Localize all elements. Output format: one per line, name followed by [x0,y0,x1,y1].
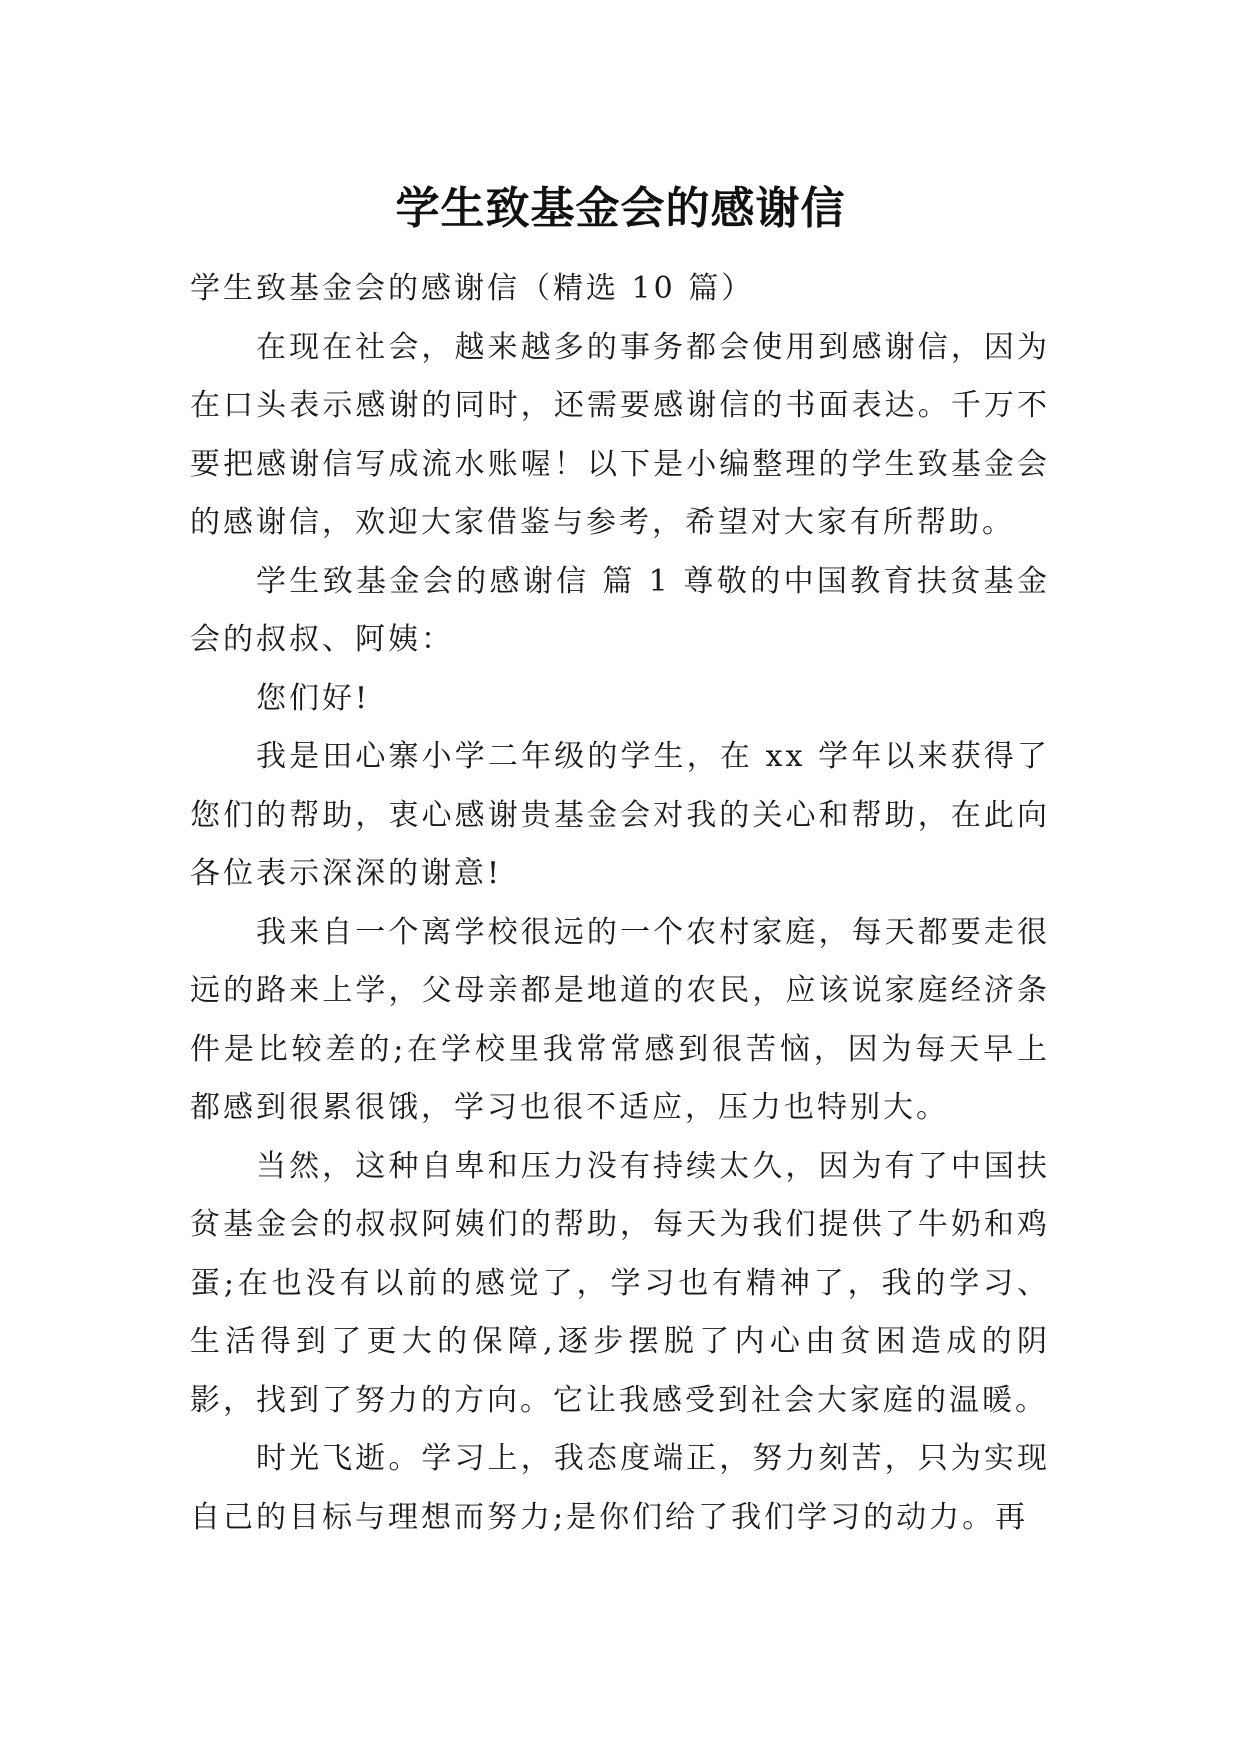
document-body [190,260,1050,1547]
paragraph: 当然，这种自卑和压力没有持续太久，因为有了中国扶贫基金会的叔叔阿姨们的帮助，每天为我们提供了牛奶和鸡蛋;在也没有以前的感觉了，学习也有精神了，我的学习、生活得到了更大的保障,逐步摆脱了内心由贫困造成的阴影，找到了努力的方向。它让我感受到社会大家庭的温暖。 [190,1148,1050,1418]
paragraph: 我是田心寨小学二年级的学生，在 xx 学年以来获得了您们的帮助，衷心感谢贵基金会对我的关心和帮助，在此向各位表示深深的谢意! [190,739,1050,891]
paragraph: 学生致基金会的感谢信 篇 1 尊敬的中国教育扶贫基金会的叔叔、阿姨： [190,563,1050,657]
paragraph: 学生致基金会的感谢信（精选 10 篇） [190,271,755,306]
paragraph: 我来自一个离学校很远的一个农村家庭，每天都要走很远的路来上学，父母亲都是地道的农民，应该说家庭经济条件是比较差的;在学校里我常常感到很苦恼，因为每天早上都感到很累很饿，学习也很不适应，压力也特别大。 [190,914,1050,1125]
paragraph: 时光飞逝。学习上，我态度端正，努力刻苦，只为实现自己的目标与理想而努力;是你们给了我们学习的动力。再 [190,1441,1050,1535]
page-title: 学生致基金会的感谢信 [395,183,846,235]
paragraph: 您们好! [256,680,371,716]
paragraph: 在现在社会，越来越多的事务都会使用到感谢信，因为在口头表示感谢的同时，还需要感谢信的书面表达。千万不要把感谢信写成流水账喔！以下是小编整理的学生致基金会的感谢信，欢迎大家借鉴与参考，希望对大家有所帮助。 [190,329,1050,540]
